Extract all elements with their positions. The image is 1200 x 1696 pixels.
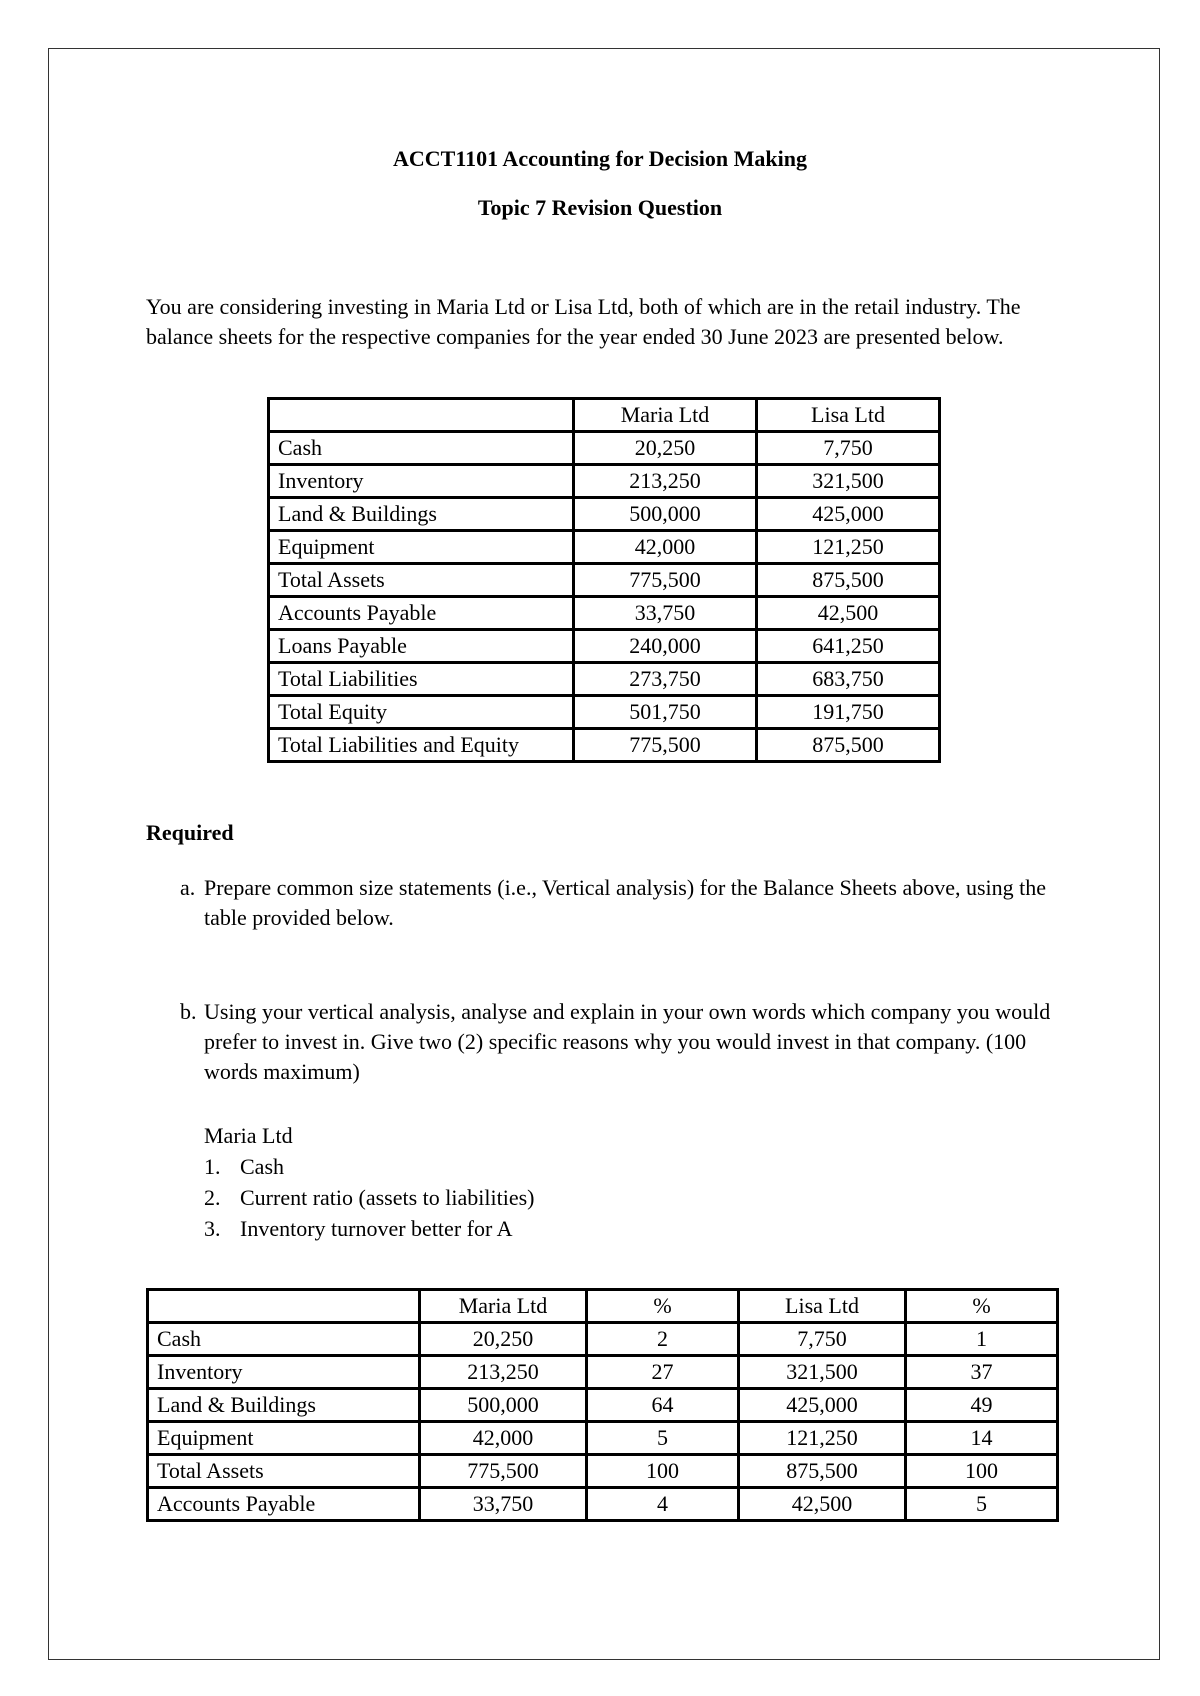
value-cell: 7,750 bbox=[757, 432, 940, 465]
value-cell: 14 bbox=[906, 1422, 1058, 1455]
table-row bbox=[148, 1422, 1058, 1455]
vertical-analysis-table bbox=[146, 1288, 1059, 1522]
list-number: 2. bbox=[204, 1185, 221, 1210]
table-header-cell: % bbox=[587, 1290, 739, 1323]
value-cell: 100 bbox=[906, 1455, 1058, 1488]
value-cell: 240,000 bbox=[574, 630, 757, 663]
value-cell: 213,250 bbox=[574, 465, 757, 498]
value-cell: 4 bbox=[587, 1488, 739, 1521]
table-row bbox=[269, 564, 940, 597]
list-text: Current ratio (assets to liabilities) bbox=[240, 1185, 535, 1210]
table-row bbox=[148, 1455, 1058, 1488]
answer-list-item bbox=[204, 1151, 535, 1182]
value-cell: 121,250 bbox=[739, 1422, 906, 1455]
row-label-cell: Total Liabilities and Equity bbox=[269, 729, 574, 762]
table-row bbox=[269, 432, 940, 465]
row-label-cell: Equipment bbox=[148, 1422, 420, 1455]
value-cell: 64 bbox=[587, 1389, 739, 1422]
question-b-letter: b. bbox=[180, 999, 197, 1024]
answer-list-item bbox=[204, 1213, 535, 1244]
value-cell: 42,000 bbox=[574, 531, 757, 564]
table-row bbox=[148, 1356, 1058, 1389]
list-number: 3. bbox=[204, 1216, 221, 1241]
value-cell: 42,500 bbox=[757, 597, 940, 630]
value-cell: 5 bbox=[587, 1422, 739, 1455]
row-label-cell: Land & Buildings bbox=[269, 498, 574, 531]
value-cell: 100 bbox=[587, 1455, 739, 1488]
table-row bbox=[269, 630, 940, 663]
value-cell: 42,500 bbox=[739, 1488, 906, 1521]
table-header-cell bbox=[148, 1290, 420, 1323]
question-a-letter: a. bbox=[180, 875, 196, 900]
value-cell: 20,250 bbox=[420, 1323, 587, 1356]
table-header-row bbox=[269, 399, 940, 432]
table-row bbox=[269, 465, 940, 498]
table-header-cell: Maria Ltd bbox=[574, 399, 757, 432]
document-subtitle: Topic 7 Revision Question bbox=[477, 195, 723, 220]
table-header-cell: Maria Ltd bbox=[420, 1290, 587, 1323]
value-cell: 213,250 bbox=[420, 1356, 587, 1389]
required-heading: Required bbox=[146, 820, 234, 845]
value-cell: 20,250 bbox=[574, 432, 757, 465]
row-label-cell: Equipment bbox=[269, 531, 574, 564]
table-row bbox=[269, 597, 940, 630]
table-header-row bbox=[148, 1290, 1058, 1323]
row-label-cell: Total Liabilities bbox=[269, 663, 574, 696]
intro-paragraph: You are considering investing in Maria Ltd or Lisa Ltd, both of which are in the retail industry. The balance sheets for the respective companies for the year ended 30 June 2023 are presented below. bbox=[146, 294, 1021, 349]
balance-sheet-table bbox=[267, 397, 941, 763]
row-label-cell: Cash bbox=[269, 432, 574, 465]
row-label-cell: Loans Payable bbox=[269, 630, 574, 663]
value-cell: 121,250 bbox=[757, 531, 940, 564]
value-cell: 49 bbox=[906, 1389, 1058, 1422]
value-cell: 775,500 bbox=[574, 564, 757, 597]
value-cell: 321,500 bbox=[739, 1356, 906, 1389]
value-cell: 33,750 bbox=[420, 1488, 587, 1521]
value-cell: 501,750 bbox=[574, 696, 757, 729]
row-label-cell: Accounts Payable bbox=[148, 1488, 420, 1521]
value-cell: 425,000 bbox=[757, 498, 940, 531]
question-a-text: Prepare common size statements (i.e., Vertical analysis) for the Balance Sheets above, using the table provided below. bbox=[204, 875, 1047, 930]
table-row bbox=[148, 1323, 1058, 1356]
row-label-cell: Total Assets bbox=[269, 564, 574, 597]
value-cell: 875,500 bbox=[757, 729, 940, 762]
table-header-cell: Lisa Ltd bbox=[757, 399, 940, 432]
value-cell: 37 bbox=[906, 1356, 1058, 1389]
value-cell: 42,000 bbox=[420, 1422, 587, 1455]
question-a bbox=[180, 873, 1060, 933]
value-cell: 2 bbox=[587, 1323, 739, 1356]
table-row bbox=[269, 729, 940, 762]
table-row bbox=[148, 1488, 1058, 1521]
value-cell: 500,000 bbox=[574, 498, 757, 531]
value-cell: 191,750 bbox=[757, 696, 940, 729]
value-cell: 5 bbox=[906, 1488, 1058, 1521]
row-label-cell: Accounts Payable bbox=[269, 597, 574, 630]
table-row bbox=[269, 696, 940, 729]
value-cell: 641,250 bbox=[757, 630, 940, 663]
value-cell: 875,500 bbox=[757, 564, 940, 597]
value-cell: 683,750 bbox=[757, 663, 940, 696]
list-number: 1. bbox=[204, 1154, 221, 1179]
answer-block bbox=[204, 1120, 535, 1244]
answer-list-item bbox=[204, 1182, 535, 1213]
row-label-cell: Total Equity bbox=[269, 696, 574, 729]
table-row bbox=[269, 498, 940, 531]
value-cell: 775,500 bbox=[420, 1455, 587, 1488]
question-b bbox=[180, 997, 1060, 1087]
list-text: Cash bbox=[240, 1154, 284, 1179]
value-cell: 875,500 bbox=[739, 1455, 906, 1488]
value-cell: 321,500 bbox=[757, 465, 940, 498]
value-cell: 27 bbox=[587, 1356, 739, 1389]
value-cell: 500,000 bbox=[420, 1389, 587, 1422]
value-cell: 273,750 bbox=[574, 663, 757, 696]
row-label-cell: Cash bbox=[148, 1323, 420, 1356]
row-label-cell: Total Assets bbox=[148, 1455, 420, 1488]
table-row bbox=[269, 663, 940, 696]
value-cell: 7,750 bbox=[739, 1323, 906, 1356]
value-cell: 1 bbox=[906, 1323, 1058, 1356]
value-cell: 775,500 bbox=[574, 729, 757, 762]
table-header-cell bbox=[269, 399, 574, 432]
answer-company: Maria Ltd bbox=[204, 1123, 293, 1148]
question-b-text: Using your vertical analysis, analyse and explain in your own words which company you would prefer to invest in. Give two (2) specific reasons why you would invest in that company. (100 words maximum) bbox=[204, 999, 1051, 1084]
value-cell: 425,000 bbox=[739, 1389, 906, 1422]
table-row bbox=[148, 1389, 1058, 1422]
row-label-cell: Land & Buildings bbox=[148, 1389, 420, 1422]
list-text: Inventory turnover better for A bbox=[240, 1216, 513, 1241]
row-label-cell: Inventory bbox=[269, 465, 574, 498]
table-header-cell: Lisa Ltd bbox=[739, 1290, 906, 1323]
value-cell: 33,750 bbox=[574, 597, 757, 630]
document-title: ACCT1101 Accounting for Decision Making bbox=[393, 146, 807, 171]
table-row bbox=[269, 531, 940, 564]
table-header-cell: % bbox=[906, 1290, 1058, 1323]
row-label-cell: Inventory bbox=[148, 1356, 420, 1389]
